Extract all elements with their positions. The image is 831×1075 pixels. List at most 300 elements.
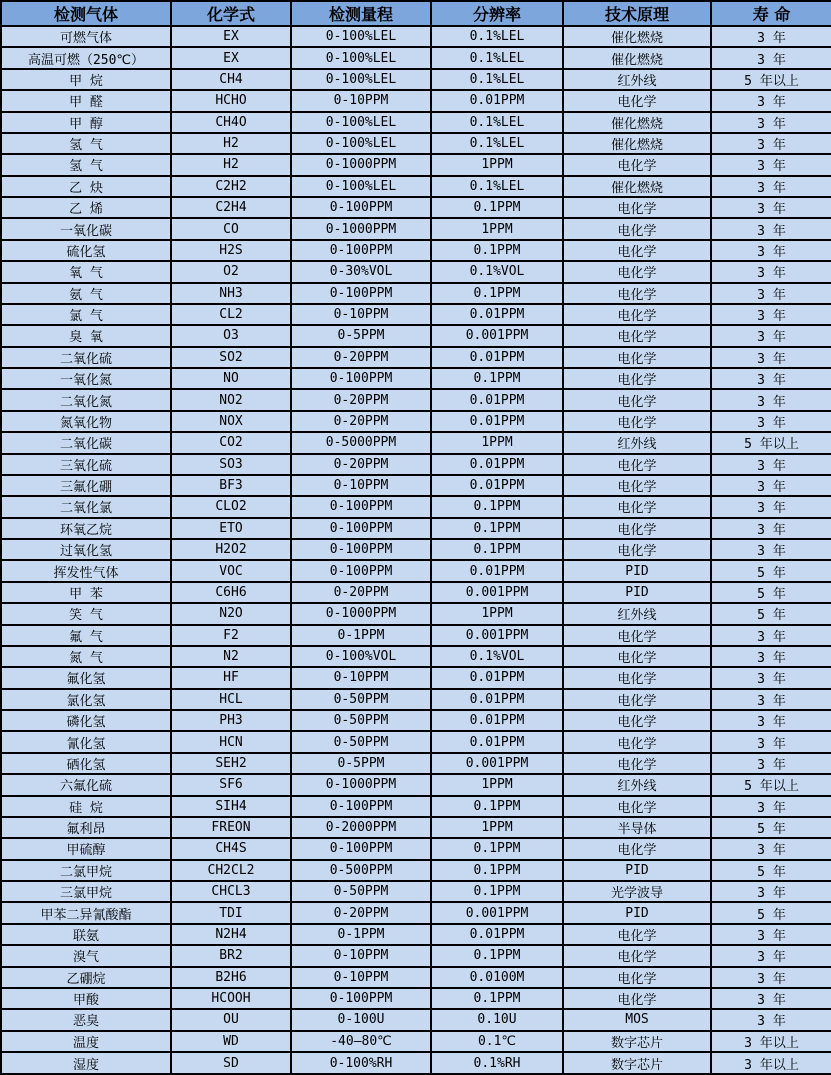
cell-principle: 电化学 [563,945,711,966]
cell-lifetime: 3 年 [711,518,831,539]
cell-lifetime: 3 年 [711,325,831,346]
cell-resolution: 1PPM [431,154,563,175]
cell-resolution: 0.1%VOL [431,261,563,282]
cell-lifetime: 3 年 [711,347,831,368]
cell-lifetime: 3 年 [711,945,831,966]
cell-formula: HCN [171,731,291,752]
cell-range: 0-100%LEL [291,133,431,154]
cell-resolution: 0.01PPM [431,347,563,368]
cell-resolution: 0.1PPM [431,881,563,902]
cell-lifetime: 3 年 [711,304,831,325]
cell-lifetime: 3 年以上 [711,1031,831,1052]
cell-formula: HF [171,667,291,688]
cell-resolution: 0.01PPM [431,475,563,496]
cell-principle: 电化学 [563,924,711,945]
cell-formula: N2 [171,646,291,667]
table-row [1,539,831,560]
cell-principle: 电化学 [563,667,711,688]
table-row [1,176,831,197]
cell-gas-name: 六氟化硫 [1,774,171,795]
cell-lifetime: 3 年 [711,710,831,731]
cell-gas-name: 氟 气 [1,625,171,646]
cell-formula: HCL [171,689,291,710]
cell-principle: 电化学 [563,625,711,646]
cell-formula: CH2CL2 [171,860,291,881]
cell-lifetime: 5 年 [711,902,831,923]
cell-resolution: 0.1PPM [431,988,563,1009]
cell-range: 0-50PPM [291,731,431,752]
cell-range: 0-500PPM [291,860,431,881]
cell-gas-name: 甲 醛 [1,90,171,111]
table-row [1,518,831,539]
cell-gas-name: 臭 氧 [1,325,171,346]
table-row [1,154,831,175]
cell-lifetime: 3 年 [711,240,831,261]
cell-resolution: 0.1%LEL [431,47,563,68]
cell-formula: SD [171,1052,291,1074]
cell-gas-name: 磷化氢 [1,710,171,731]
cell-range: 0-100%LEL [291,47,431,68]
table-row [1,689,831,710]
cell-principle: 电化学 [563,731,711,752]
cell-principle: 电化学 [563,240,711,261]
cell-lifetime: 5 年以上 [711,774,831,795]
cell-gas-name: 溴气 [1,945,171,966]
table-row [1,582,831,603]
cell-lifetime: 3 年 [711,218,831,239]
cell-resolution: 0.10U [431,1009,563,1030]
cell-formula: H2O2 [171,539,291,560]
cell-gas-name: 一氧化碳 [1,218,171,239]
table-row [1,240,831,261]
cell-lifetime: 3 年 [711,475,831,496]
cell-range: 0-100PPM [291,518,431,539]
cell-gas-name: 环氧乙烷 [1,518,171,539]
cell-principle: 电化学 [563,283,711,304]
cell-range: 0-30%VOL [291,261,431,282]
cell-formula: F2 [171,625,291,646]
cell-formula: B2H6 [171,967,291,988]
cell-principle: 电化学 [563,389,711,410]
cell-formula: CO2 [171,432,291,453]
cell-resolution: 0.1PPM [431,539,563,560]
cell-gas-name: 氟利昂 [1,817,171,838]
cell-principle: 电化学 [563,539,711,560]
table-row [1,625,831,646]
cell-formula: H2S [171,240,291,261]
column-header-range: 检测量程 [291,1,431,26]
table-row [1,47,831,68]
cell-principle: 电化学 [563,646,711,667]
cell-lifetime: 3 年 [711,283,831,304]
cell-gas-name: 甲 苯 [1,582,171,603]
cell-formula: WD [171,1031,291,1052]
cell-formula: CH4 [171,69,291,90]
cell-resolution: 0.001PPM [431,582,563,603]
cell-principle: 电化学 [563,304,711,325]
cell-gas-name: 二氧化硫 [1,347,171,368]
cell-formula: SIH4 [171,796,291,817]
cell-principle: 电化学 [563,218,711,239]
cell-range: 0-10PPM [291,304,431,325]
cell-principle: 数字芯片 [563,1031,711,1052]
cell-gas-name: 甲苯二异氰酸酯 [1,902,171,923]
cell-principle: 催化燃烧 [563,26,711,47]
cell-resolution: 0.1%LEL [431,112,563,133]
cell-gas-name: 过氧化氢 [1,539,171,560]
cell-lifetime: 3 年 [711,731,831,752]
cell-formula: NO [171,368,291,389]
table-row [1,1052,831,1074]
cell-principle: PID [563,560,711,581]
cell-resolution: 0.01PPM [431,454,563,475]
cell-gas-name: 可燃气体 [1,26,171,47]
cell-formula: N2H4 [171,924,291,945]
cell-resolution: 0.001PPM [431,902,563,923]
cell-gas-name: 恶臭 [1,1009,171,1030]
cell-lifetime: 3 年 [711,90,831,111]
cell-range: 0-100PPM [291,240,431,261]
cell-range: 0-100PPM [291,496,431,517]
table-row [1,710,831,731]
cell-principle: 电化学 [563,796,711,817]
cell-formula: HCOOH [171,988,291,1009]
cell-lifetime: 3 年 [711,154,831,175]
cell-gas-name: 氢 气 [1,154,171,175]
table-row [1,796,831,817]
cell-range: 0-100PPM [291,197,431,218]
cell-principle: 电化学 [563,967,711,988]
cell-formula: C2H2 [171,176,291,197]
table-row [1,261,831,282]
cell-gas-name: 二氧化碳 [1,432,171,453]
cell-gas-name: 甲 醇 [1,112,171,133]
cell-principle: 催化燃烧 [563,133,711,154]
cell-resolution: 0.01PPM [431,667,563,688]
cell-gas-name: 甲硫醇 [1,838,171,859]
cell-resolution: 0.1PPM [431,796,563,817]
cell-gas-name: 一氧化氮 [1,368,171,389]
cell-formula: O3 [171,325,291,346]
cell-lifetime: 3 年 [711,261,831,282]
cell-principle: 红外线 [563,432,711,453]
cell-gas-name: 硅 烷 [1,796,171,817]
cell-lifetime: 3 年 [711,838,831,859]
cell-formula: EX [171,47,291,68]
cell-lifetime: 3 年 [711,539,831,560]
cell-range: 0-5PPM [291,325,431,346]
cell-range: 0-50PPM [291,710,431,731]
cell-lifetime: 3 年 [711,496,831,517]
cell-resolution: 0.01PPM [431,560,563,581]
cell-resolution: 0.01PPM [431,710,563,731]
cell-principle: MOS [563,1009,711,1030]
cell-resolution: 0.01PPM [431,411,563,432]
cell-lifetime: 3 年 [711,796,831,817]
cell-lifetime: 3 年 [711,753,831,774]
cell-resolution: 0.1%LEL [431,133,563,154]
table-row [1,988,831,1009]
cell-resolution: 0.1%RH [431,1052,563,1074]
cell-formula: CLO2 [171,496,291,517]
table-row [1,967,831,988]
cell-resolution: 0.01PPM [431,689,563,710]
cell-principle: 半导体 [563,817,711,838]
cell-range: 0-100PPM [291,796,431,817]
cell-resolution: 0.1PPM [431,240,563,261]
cell-resolution: 0.01PPM [431,304,563,325]
cell-formula: NO2 [171,389,291,410]
cell-gas-name: 乙硼烷 [1,967,171,988]
cell-principle: 电化学 [563,154,711,175]
cell-range: 0-100PPM [291,988,431,1009]
cell-range: 0-2000PPM [291,817,431,838]
cell-range: 0-20PPM [291,902,431,923]
cell-principle: 电化学 [563,197,711,218]
table-row [1,731,831,752]
cell-resolution: 0.1%VOL [431,646,563,667]
cell-lifetime: 3 年 [711,689,831,710]
cell-principle: 光学波导 [563,881,711,902]
cell-lifetime: 5 年 [711,560,831,581]
cell-range: 0-10PPM [291,967,431,988]
cell-formula: CHCL3 [171,881,291,902]
cell-lifetime: 3 年 [711,667,831,688]
table-row [1,69,831,90]
table-row [1,218,831,239]
cell-range: 0-100PPM [291,539,431,560]
cell-formula: TDI [171,902,291,923]
cell-resolution: 0.1PPM [431,197,563,218]
cell-resolution: 1PPM [431,218,563,239]
cell-range: 0-1PPM [291,924,431,945]
cell-range: 0-10PPM [291,475,431,496]
cell-formula: SEH2 [171,753,291,774]
table-row [1,112,831,133]
cell-gas-name: 甲酸 [1,988,171,1009]
cell-formula: H2 [171,154,291,175]
table-row [1,496,831,517]
cell-gas-name: 氨 气 [1,283,171,304]
cell-principle: 电化学 [563,347,711,368]
cell-lifetime: 5 年 [711,603,831,624]
cell-range: 0-1000PPM [291,218,431,239]
cell-lifetime: 3 年 [711,47,831,68]
cell-lifetime: 5 年 [711,860,831,881]
cell-gas-name: 硒化氢 [1,753,171,774]
table-row [1,411,831,432]
cell-principle: 红外线 [563,603,711,624]
cell-resolution: 0.1PPM [431,945,563,966]
cell-principle: 电化学 [563,988,711,1009]
cell-lifetime: 3 年 [711,924,831,945]
table-row [1,197,831,218]
cell-range: 0-20PPM [291,582,431,603]
cell-range: 0-20PPM [291,347,431,368]
cell-lifetime: 3 年以上 [711,1052,831,1074]
table-row [1,838,831,859]
table-row [1,667,831,688]
cell-formula: NOX [171,411,291,432]
table-row [1,603,831,624]
table-row [1,389,831,410]
cell-resolution: 0.1PPM [431,518,563,539]
cell-resolution: 0.01PPM [431,731,563,752]
cell-principle: 电化学 [563,368,711,389]
cell-formula: BF3 [171,475,291,496]
cell-principle: 电化学 [563,475,711,496]
cell-gas-name: 乙 烯 [1,197,171,218]
cell-range: 0-100%LEL [291,112,431,133]
table-row [1,304,831,325]
cell-resolution: 0.1PPM [431,860,563,881]
cell-range: 0-5000PPM [291,432,431,453]
table-row [1,283,831,304]
table-row [1,924,831,945]
cell-range: 0-20PPM [291,389,431,410]
cell-resolution: 1PPM [431,603,563,624]
cell-lifetime: 5 年 [711,817,831,838]
column-header-gas-name: 检测气体 [1,1,171,26]
cell-lifetime: 3 年 [711,176,831,197]
cell-gas-name: 三氯甲烷 [1,881,171,902]
cell-gas-name: 氢 气 [1,133,171,154]
table-row [1,753,831,774]
cell-formula: BR2 [171,945,291,966]
table-row [1,1009,831,1030]
cell-resolution: 0.01PPM [431,924,563,945]
cell-formula: FREON [171,817,291,838]
cell-range: 0-1000PPM [291,603,431,624]
cell-range: 0-100U [291,1009,431,1030]
cell-principle: 红外线 [563,774,711,795]
cell-range: 0-100%RH [291,1052,431,1074]
cell-range: 0-50PPM [291,881,431,902]
table-row [1,432,831,453]
cell-gas-name: 挥发性气体 [1,560,171,581]
cell-principle: 电化学 [563,261,711,282]
table-row [1,817,831,838]
cell-gas-name: 二氧化氮 [1,389,171,410]
cell-lifetime: 3 年 [711,133,831,154]
cell-formula: N2O [171,603,291,624]
cell-principle: 电化学 [563,454,711,475]
cell-principle: 电化学 [563,689,711,710]
cell-range: 0-100%LEL [291,26,431,47]
cell-resolution: 0.1%LEL [431,26,563,47]
cell-range: 0-20PPM [291,411,431,432]
cell-lifetime: 3 年 [711,26,831,47]
cell-lifetime: 3 年 [711,112,831,133]
cell-resolution: 0.1%LEL [431,69,563,90]
cell-range: 0-5PPM [291,753,431,774]
cell-lifetime: 5 年 [711,582,831,603]
table-row [1,133,831,154]
cell-resolution: 1PPM [431,817,563,838]
cell-lifetime: 3 年 [711,881,831,902]
cell-gas-name: 三氧化硫 [1,454,171,475]
cell-resolution: 0.1%LEL [431,176,563,197]
cell-gas-name: 笑 气 [1,603,171,624]
cell-range: 0-100%VOL [291,646,431,667]
cell-gas-name: 乙 炔 [1,176,171,197]
table-row [1,454,831,475]
cell-gas-name: 联氨 [1,924,171,945]
cell-formula: ETO [171,518,291,539]
cell-range: 0-100%LEL [291,69,431,90]
cell-lifetime: 3 年 [711,988,831,1009]
cell-principle: 催化燃烧 [563,47,711,68]
table-row [1,860,831,881]
cell-formula: EX [171,26,291,47]
cell-formula: SO2 [171,347,291,368]
cell-principle: PID [563,860,711,881]
cell-formula: HCHO [171,90,291,111]
cell-formula: NH3 [171,283,291,304]
table-row [1,26,831,47]
cell-formula: SO3 [171,454,291,475]
cell-formula: PH3 [171,710,291,731]
table-row [1,325,831,346]
cell-range: 0-10PPM [291,667,431,688]
cell-gas-name: 氮氧化物 [1,411,171,432]
cell-lifetime: 3 年 [711,411,831,432]
cell-range: 0-1000PPM [291,774,431,795]
table-row [1,774,831,795]
cell-principle: 电化学 [563,496,711,517]
cell-range: 0-1000PPM [291,154,431,175]
cell-principle: 电化学 [563,753,711,774]
cell-principle: PID [563,582,711,603]
cell-lifetime: 3 年 [711,646,831,667]
table-header-row [1,1,831,26]
table-row [1,646,831,667]
cell-principle: 电化学 [563,518,711,539]
cell-principle: 催化燃烧 [563,176,711,197]
cell-resolution: 0.1PPM [431,838,563,859]
cell-range: 0-50PPM [291,689,431,710]
table-row [1,902,831,923]
cell-range: 0-100PPM [291,838,431,859]
cell-resolution: 0.001PPM [431,753,563,774]
table-row [1,560,831,581]
cell-gas-name: 二氧化氯 [1,496,171,517]
cell-formula: O2 [171,261,291,282]
cell-principle: 数字芯片 [563,1052,711,1074]
cell-formula: OU [171,1009,291,1030]
cell-resolution: 0.1PPM [431,368,563,389]
cell-gas-name: 甲 烷 [1,69,171,90]
cell-resolution: 0.01PPM [431,389,563,410]
cell-principle: 电化学 [563,90,711,111]
cell-range: 0-100%LEL [291,176,431,197]
cell-range: 0-10PPM [291,945,431,966]
cell-lifetime: 5 年以上 [711,69,831,90]
cell-lifetime: 3 年 [711,197,831,218]
cell-principle: 电化学 [563,411,711,432]
table-row [1,1031,831,1052]
cell-range: 0-100PPM [291,368,431,389]
cell-principle: 催化燃烧 [563,112,711,133]
column-header-resolution: 分辨率 [431,1,563,26]
cell-range: 0-100PPM [291,283,431,304]
cell-lifetime: 3 年 [711,368,831,389]
table-row [1,945,831,966]
table-row [1,90,831,111]
cell-gas-name: 三氟化硼 [1,475,171,496]
cell-range: 0-10PPM [291,90,431,111]
column-header-formula: 化学式 [171,1,291,26]
